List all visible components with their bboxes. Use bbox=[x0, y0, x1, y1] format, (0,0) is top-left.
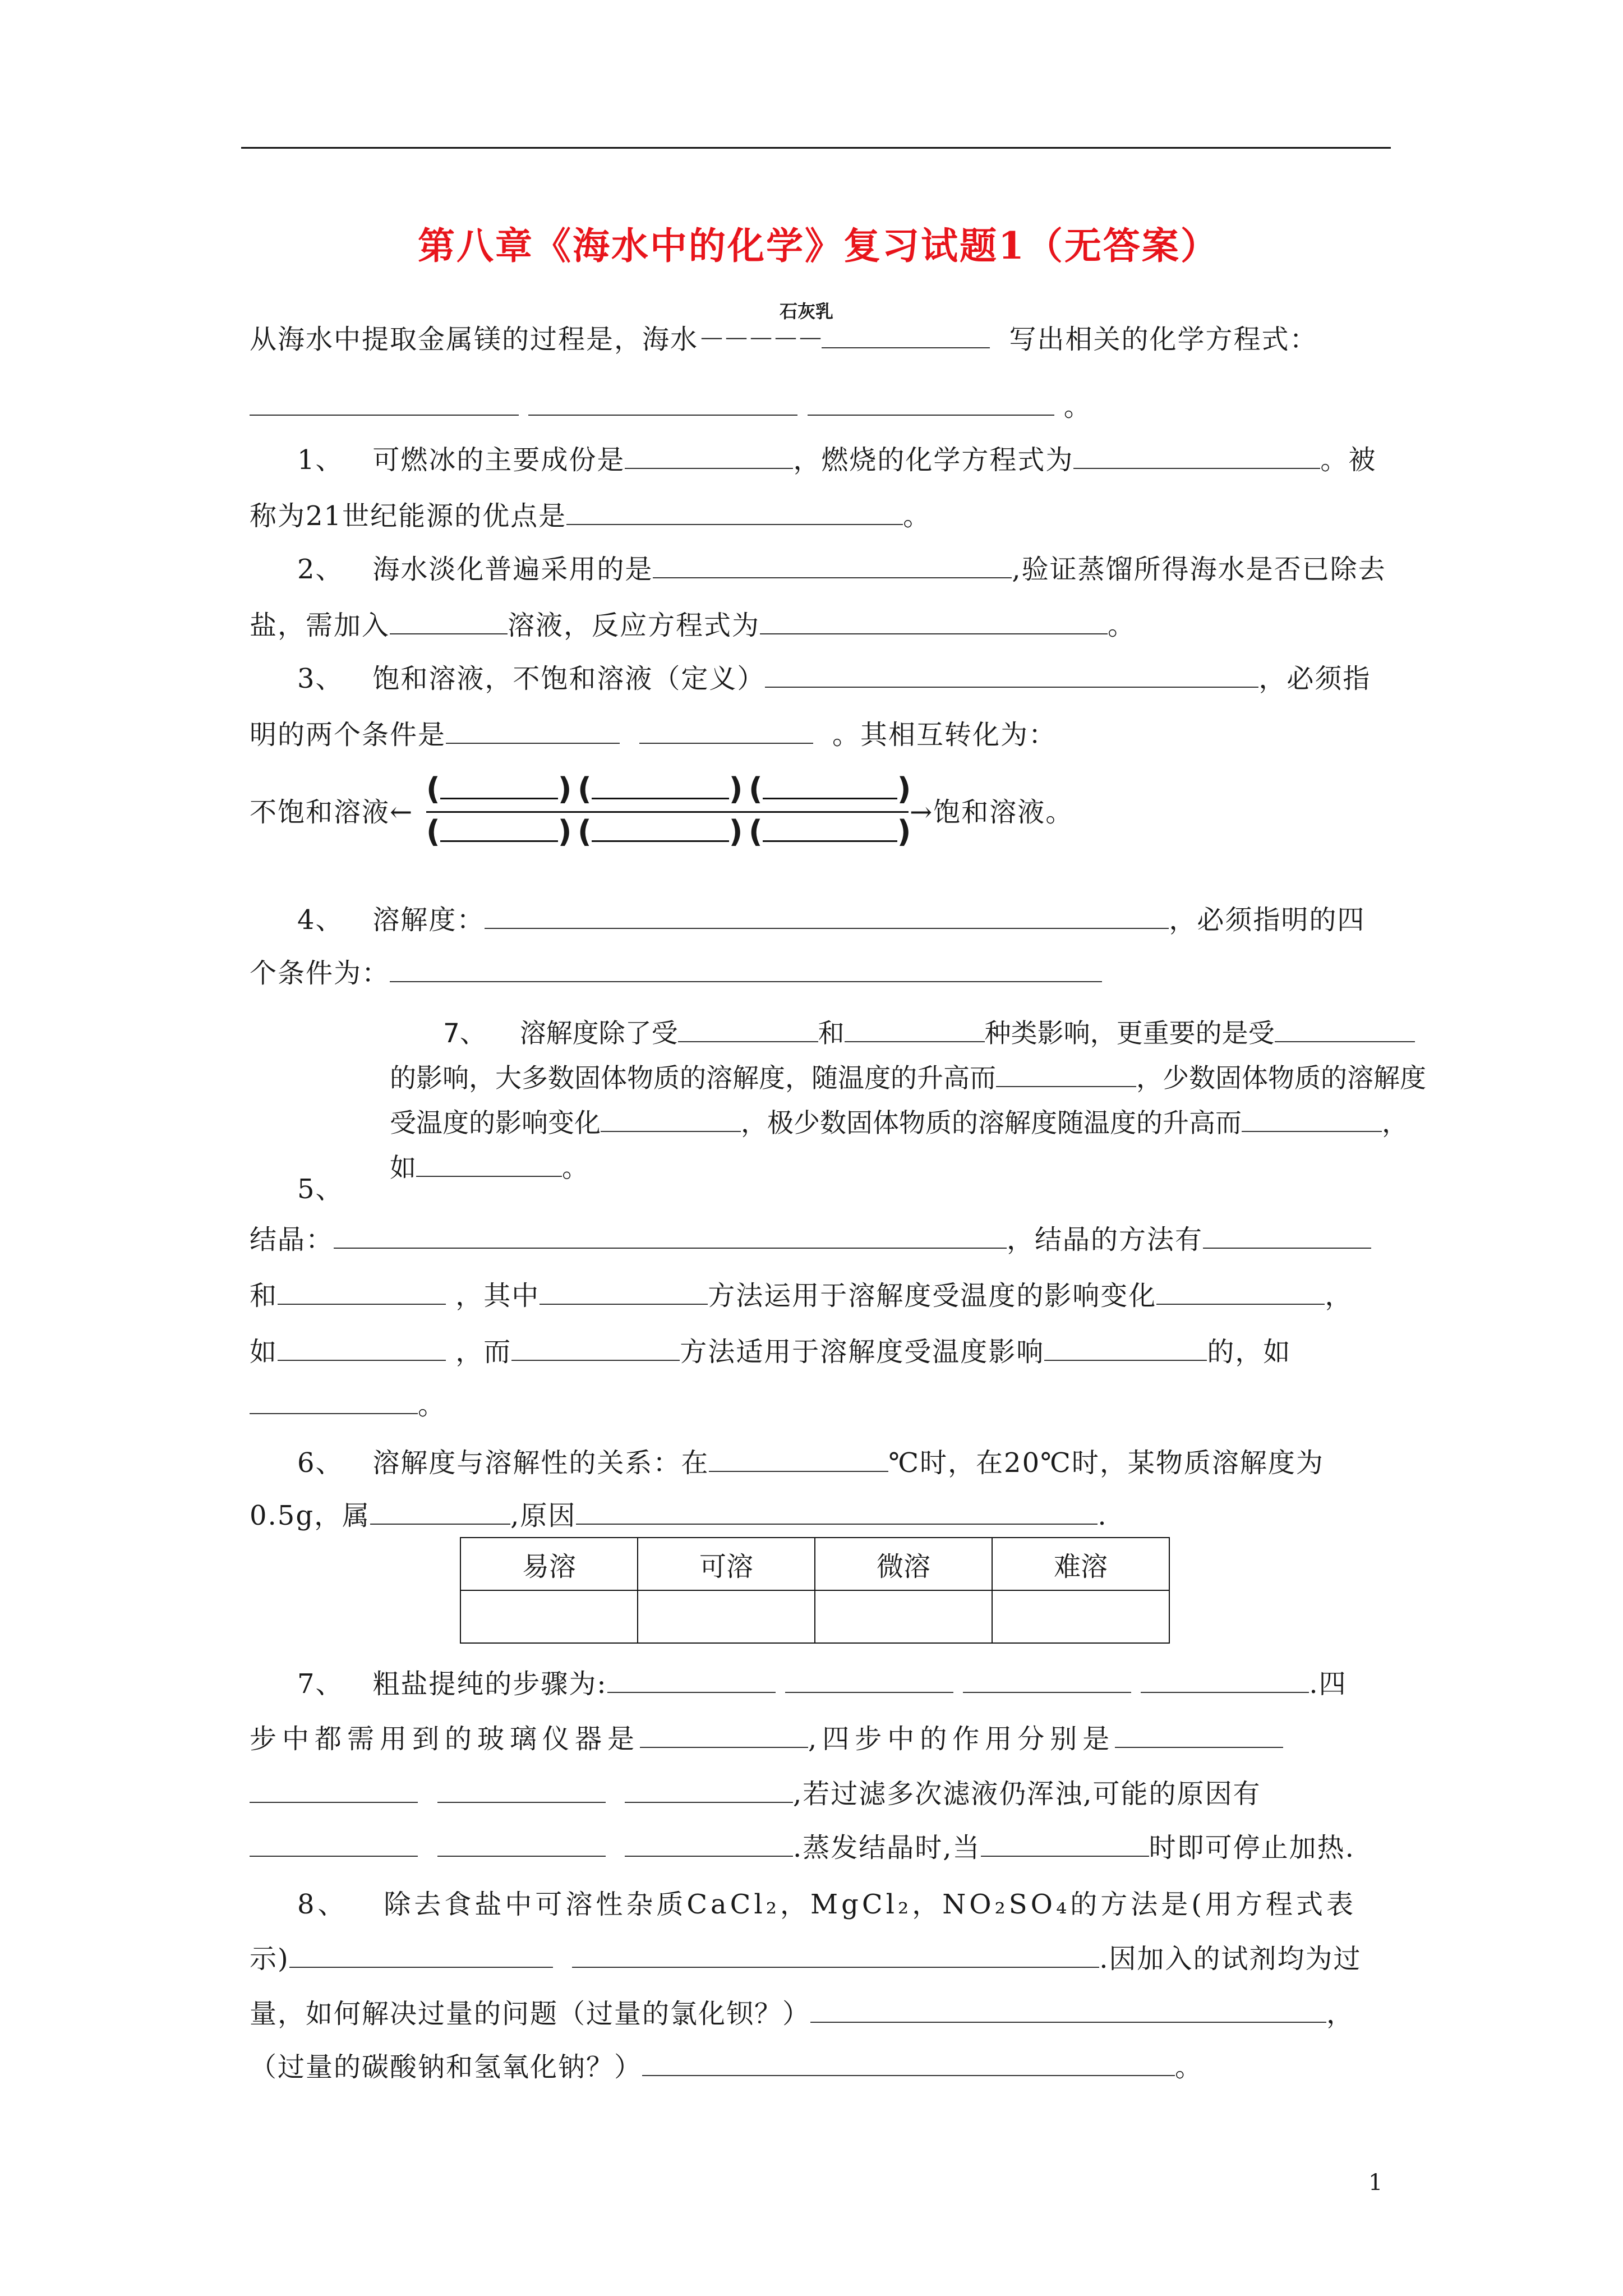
condition-blank[interactable]: ( ) bbox=[426, 812, 571, 849]
table-header-row bbox=[460, 1538, 1169, 1590]
q7-line-1: 7、 粗盐提纯的步骤为: .四 bbox=[297, 1668, 1347, 1700]
table-header-cell: 可溶 bbox=[638, 1538, 815, 1590]
table-answer-cell[interactable] bbox=[992, 1590, 1169, 1643]
condition-blank[interactable]: ( ) bbox=[578, 812, 743, 849]
blank[interactable] bbox=[1141, 1668, 1309, 1693]
blank[interactable] bbox=[572, 1943, 1099, 1968]
conversion-right-label: →饱和溶液。 bbox=[910, 797, 1074, 828]
table-answer-cell[interactable] bbox=[460, 1590, 638, 1643]
blank[interactable] bbox=[576, 1500, 1098, 1525]
q6-line-1: 6、 溶解度与溶解性的关系：在 ℃时，在20℃时，某物质溶解度为 bbox=[297, 1447, 1324, 1479]
blank[interactable] bbox=[981, 1832, 1149, 1857]
blank[interactable] bbox=[1203, 1224, 1371, 1249]
blank[interactable] bbox=[653, 554, 1012, 578]
blank[interactable] bbox=[289, 1943, 553, 1968]
blank[interactable] bbox=[808, 391, 1054, 416]
table-row bbox=[460, 1590, 1169, 1643]
table-answer-cell[interactable] bbox=[815, 1590, 992, 1643]
blank[interactable] bbox=[625, 444, 793, 469]
q5-line-2: 和 ，其中 方法运用于溶解度受温度的影响变化 ， bbox=[250, 1280, 1353, 1312]
table-header-cell: 易溶 bbox=[460, 1538, 638, 1590]
q6-line-2: 0.5g，属 ,原因 . bbox=[250, 1500, 1108, 1531]
blank[interactable] bbox=[416, 1152, 562, 1177]
blank[interactable] bbox=[642, 2051, 1175, 2076]
condition-blank[interactable]: ( ) bbox=[426, 770, 571, 807]
inset-q7-line-1: 7、 溶解度除了受 和 种类影响，更重要的是受 bbox=[443, 1013, 1415, 1050]
blank[interactable] bbox=[607, 1668, 776, 1693]
blank[interactable] bbox=[278, 1280, 446, 1305]
blank[interactable] bbox=[566, 500, 903, 525]
blank[interactable] bbox=[678, 1018, 818, 1042]
q7-line-3: ,若过滤多次滤液仍浑浊,可能的原因有 bbox=[250, 1777, 1261, 1811]
blank[interactable] bbox=[437, 1832, 606, 1857]
q4-line-2: 个条件为： bbox=[250, 956, 1102, 990]
blank[interactable] bbox=[250, 391, 519, 416]
blank[interactable] bbox=[437, 1778, 606, 1803]
condition-blank[interactable]: ( ) bbox=[749, 770, 911, 807]
blank[interactable] bbox=[810, 1998, 1326, 2023]
blank[interactable] bbox=[528, 391, 797, 416]
blank[interactable] bbox=[250, 1389, 418, 1414]
q8-line-2: 示) .因加入的试剂均为过 bbox=[250, 1943, 1362, 1975]
header-rule bbox=[241, 147, 1391, 149]
inset-q7-line-4: 如 。 bbox=[390, 1153, 588, 1184]
q2-line-2: 盐，需加入 溶液，反应方程式为 。 bbox=[250, 610, 1136, 641]
blank[interactable] bbox=[1275, 1018, 1415, 1042]
q8-line-1: 8、 除去食盐中可溶性杂质CaCl₂，MgCl₂，NO₂SO₄的方法是(用方程式表 bbox=[297, 1889, 1357, 1920]
blank[interactable] bbox=[709, 1447, 888, 1472]
blank[interactable] bbox=[250, 1832, 418, 1857]
inset-q7-line-3: 受温度的影响变化 ，极少数固体物质的溶解度随温度的升高而 ， bbox=[390, 1108, 1408, 1139]
q7-line-4: .蒸发结晶时,当 时即可停止加热. bbox=[250, 1831, 1355, 1865]
blank[interactable] bbox=[845, 1018, 985, 1042]
blank[interactable] bbox=[1156, 1280, 1325, 1305]
blank[interactable] bbox=[625, 1832, 793, 1857]
blank[interactable] bbox=[540, 1280, 708, 1305]
table-answer-cell[interactable] bbox=[638, 1590, 815, 1643]
blank[interactable] bbox=[1044, 1336, 1207, 1361]
q3-line-1: 3、 饱和溶液，不饱和溶液（定义） ，必须指 bbox=[297, 663, 1371, 694]
page-number: 1 bbox=[1368, 2170, 1383, 2196]
inset-q7-line-2: 的影响，大多数固体物质的溶解度，随温度的升高而 ，少数固体物质的溶解度 bbox=[390, 1063, 1426, 1094]
blank[interactable] bbox=[446, 719, 620, 744]
q1-line-2: 称为21世纪能源的优点是 。 bbox=[250, 500, 932, 532]
blank[interactable] bbox=[639, 719, 813, 744]
blank[interactable] bbox=[390, 610, 508, 634]
reaction-arrow: －－－－－ bbox=[698, 324, 822, 355]
q7-line-2: 步中都需用到的玻璃仪器是 ,四步中的作用分别是 bbox=[250, 1722, 1283, 1756]
blank[interactable] bbox=[1073, 444, 1320, 469]
blank[interactable] bbox=[996, 1062, 1136, 1087]
table-header-cell: 微溶 bbox=[815, 1538, 992, 1590]
page-title: 第八章《海水中的化学》复习试题1（无答案） bbox=[418, 224, 1219, 268]
q5-line-3: 如 ，而 方法适用于溶解度受温度影响 的，如 bbox=[250, 1336, 1292, 1368]
blank[interactable] bbox=[640, 1723, 808, 1748]
q3-line-2: 明的两个条件是 。其相互转化为： bbox=[250, 719, 1057, 751]
q8-line-3: 量，如何解决过量的问题（过量的氯化钡？） ， bbox=[250, 1998, 1355, 2030]
intro-line-2: 。 bbox=[250, 390, 1092, 424]
blank[interactable] bbox=[511, 1336, 680, 1361]
q1-line-1: 1、 可燃冰的主要成份是 ，燃烧的化学方程式为 。被 bbox=[297, 444, 1377, 476]
q8-line-4: （过量的碳酸钠和氢氧化钠？） 。 bbox=[250, 2051, 1204, 2083]
blank[interactable] bbox=[1242, 1107, 1382, 1132]
blank[interactable] bbox=[250, 1778, 418, 1803]
blank[interactable] bbox=[278, 1336, 446, 1361]
q2-line-1: 2、 海水淡化普遍采用的是 ,验证蒸馏所得海水是否已除去 bbox=[297, 554, 1386, 585]
blank[interactable] bbox=[334, 1224, 1007, 1249]
blank[interactable] bbox=[760, 610, 1108, 634]
q5-line-1: 结晶： ，结晶的方法有 bbox=[250, 1223, 1371, 1257]
blank[interactable] bbox=[822, 324, 990, 348]
arrow-condition-label: 石灰乳 bbox=[780, 301, 834, 322]
blank[interactable] bbox=[1115, 1723, 1283, 1748]
condition-blank[interactable]: ( ) bbox=[749, 812, 911, 849]
blank[interactable] bbox=[625, 1778, 793, 1803]
blank[interactable] bbox=[370, 1500, 510, 1525]
conversion-lower-row bbox=[426, 812, 909, 854]
q5-line-4: 。 bbox=[250, 1388, 446, 1422]
conversion-left-label: 不饱和溶液← bbox=[250, 797, 414, 828]
solubility-table bbox=[460, 1537, 1170, 1644]
condition-blank[interactable]: ( ) bbox=[578, 770, 743, 807]
blank[interactable] bbox=[485, 904, 1169, 929]
blank[interactable] bbox=[785, 1668, 953, 1693]
blank[interactable] bbox=[390, 958, 1102, 982]
intro-line-1: 从海水中提取金属镁的过程是，海水－－－－－ 写出相关的化学方程式： bbox=[250, 324, 1318, 355]
blank[interactable] bbox=[963, 1668, 1131, 1693]
q5-number: 5、 bbox=[297, 1174, 344, 1205]
q4-line-1: 4、 溶解度： ，必须指明的四 bbox=[297, 904, 1366, 936]
table-header-cell: 难溶 bbox=[992, 1538, 1169, 1590]
conversion-upper-row bbox=[426, 770, 909, 813]
blank[interactable] bbox=[765, 663, 1258, 688]
blank[interactable] bbox=[601, 1107, 741, 1132]
